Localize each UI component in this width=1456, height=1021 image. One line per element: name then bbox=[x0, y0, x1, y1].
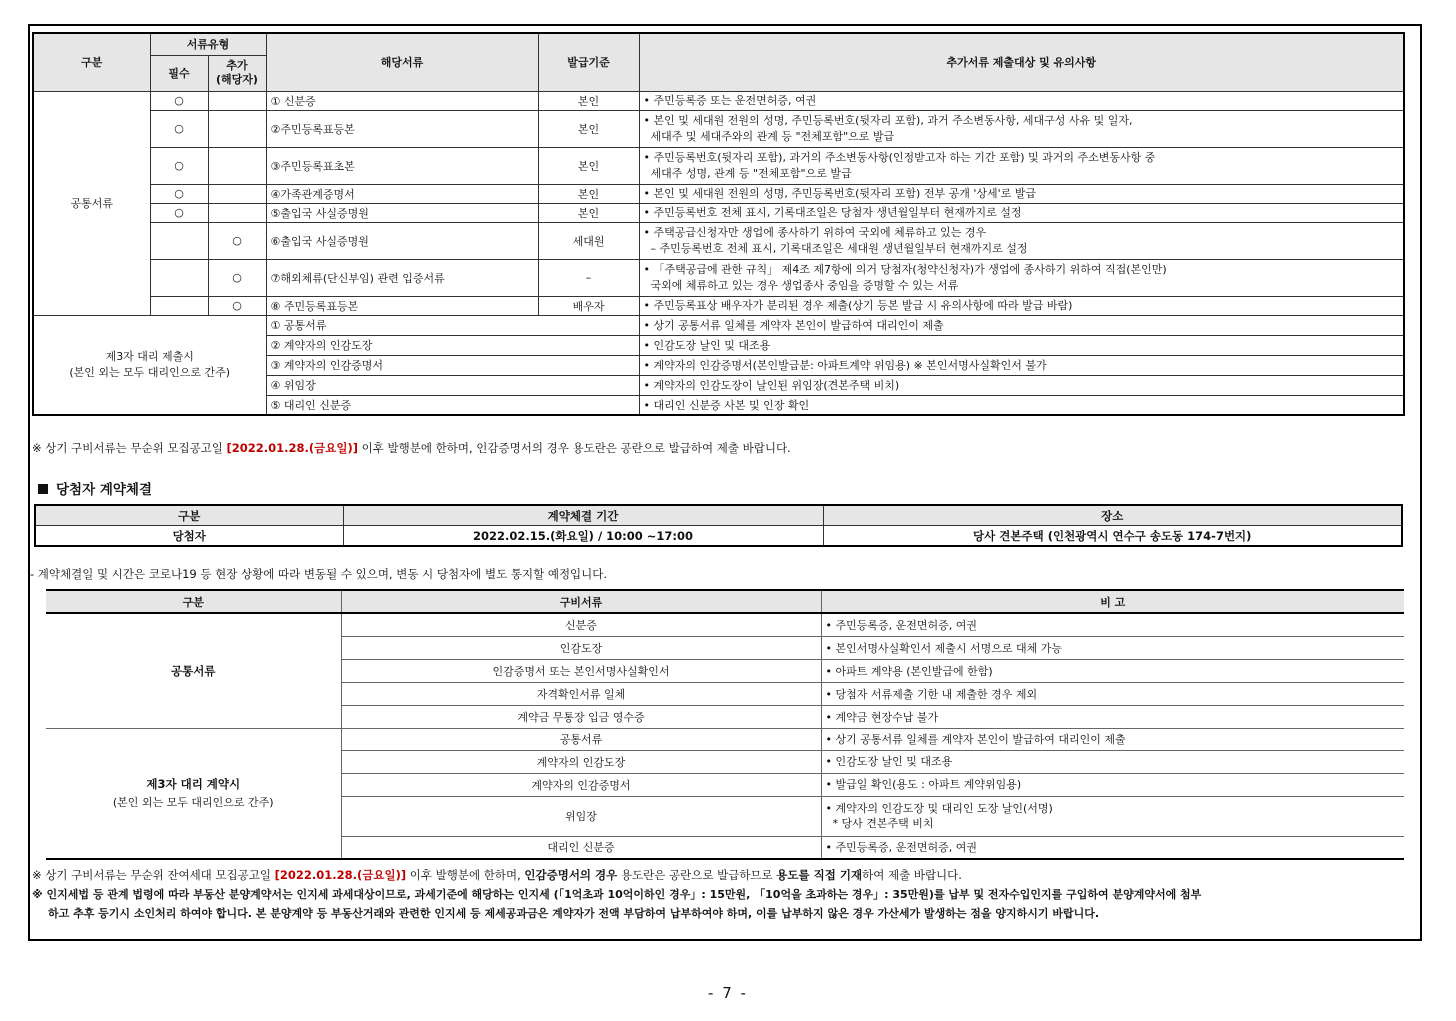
proxy-document-remark: • 상기 공통서류 일체를 계약자 본인이 발급하여 대리인이 제출 bbox=[821, 728, 1404, 750]
square-bullet-icon bbox=[38, 484, 48, 494]
document-name: 인감증명서 또는 본인서명사실확인서 bbox=[341, 659, 821, 682]
group-common-docs: 공통서류 bbox=[46, 613, 341, 728]
header-additional: 추가 (해당자) bbox=[208, 55, 266, 91]
required-mark: ○ bbox=[150, 147, 208, 184]
contract-location: 당사 견본주택 (인천광역시 연수구 송도동 174-7번지) bbox=[823, 526, 1402, 547]
table-row bbox=[33, 203, 1404, 222]
table-row bbox=[33, 91, 1404, 110]
group-proxy bbox=[33, 315, 266, 415]
additional-mark: ○ bbox=[208, 296, 266, 315]
issue-basis: 본인 bbox=[538, 147, 639, 184]
document-note: • 주택공급신청자만 생업에 종사하기 위하여 국외에 체류하고 있는 경우 – 주민등록번호 전체 표시, 기록대조일은 세대원 생년월일부터 현재까지로 설정 bbox=[639, 222, 1404, 259]
document-note: • 본인 및 세대원 전원의 성명, 주민등록번호(뒷자리 포함) 전부 공개 '상세'로 발급 bbox=[639, 184, 1404, 203]
table-row bbox=[33, 259, 1404, 296]
required-mark bbox=[150, 259, 208, 296]
group-proxy-title: 제3자 대리 계약시 bbox=[146, 777, 241, 792]
document-name: 인감도장 bbox=[341, 636, 821, 659]
required-mark: ○ bbox=[150, 110, 208, 147]
section-title: 당첨자 계약체결 bbox=[38, 478, 152, 498]
additional-mark: ○ bbox=[208, 259, 266, 296]
note-contract-issue-date: ※ 상기 구비서류는 무순위 잔여세대 모집공고일 [2022.01.28.(금요일)] 이후 발행분에 한하며, 인감증명서의 경우 용도란은 공란으로 발급하므로 용도를 직접 기재하여 제출 바랍니다. bbox=[32, 868, 962, 882]
document-note: • 「주택공급에 관한 규칙」 제4조 제7항에 의거 당첨자(청약신청자)가 생업에 종사하기 위하여 직접(본인만) 국외에 체류하고 있는 경우 생업종사 중임을 증명할 수 있는 서류 bbox=[639, 259, 1404, 296]
contract-documents-table bbox=[46, 589, 1404, 860]
proxy-document-name: 대리인 신분증 bbox=[341, 836, 821, 859]
table-row bbox=[33, 222, 1404, 259]
document-name: 계약금 무통장 입금 영수증 bbox=[341, 705, 821, 728]
table-row bbox=[33, 184, 1404, 203]
table-row bbox=[33, 315, 1404, 335]
document-name: ① 신분증 bbox=[266, 91, 538, 110]
contract-period: 2022.02.15.(화요일) / 10:00 ~17:00 bbox=[343, 526, 823, 547]
document-name: ⑦해외체류(단신부임) 관련 입증서류 bbox=[266, 259, 538, 296]
proxy-document-name: 공통서류 bbox=[341, 728, 821, 750]
issue-basis: – bbox=[538, 259, 639, 296]
document-name: ⑤출입국 사실증명원 bbox=[266, 203, 538, 222]
issue-basis: 배우자 bbox=[538, 296, 639, 315]
document-remark: • 본인서명사실확인서 제출시 서명으로 대체 가능 bbox=[821, 636, 1404, 659]
table-row bbox=[46, 613, 1404, 636]
note-stamp-tax-line2: 하고 추후 등기시 소인처리 하여야 합니다. 본 분양계약 등 부동산거래와 관련한 인지세 등 제세공과금은 계약자가 전액 부담하여 납부하여야 하며, 이를 납부하지 않은 경우 가산세가 발생하는 점을 양지하시기 바랍니다. bbox=[48, 907, 1100, 920]
additional-mark bbox=[208, 110, 266, 147]
document-remark: • 아파트 계약용 (본인발급에 한함) bbox=[821, 659, 1404, 682]
required-mark: ○ bbox=[150, 184, 208, 203]
additional-mark bbox=[208, 184, 266, 203]
header-location: 장소 bbox=[823, 505, 1402, 526]
proxy-document-name: 계약자의 인감도장 bbox=[341, 750, 821, 773]
document-name: ⑧ 주민등록표등본 bbox=[266, 296, 538, 315]
page-number: - 7 - bbox=[708, 984, 748, 1002]
header-doc-type: 서류유형 bbox=[150, 33, 266, 55]
proxy-document-name: 위임장 bbox=[341, 796, 821, 836]
proxy-document-note: • 대리인 신분증 사본 및 인장 확인 bbox=[639, 395, 1404, 415]
table-row bbox=[33, 110, 1404, 147]
required-mark bbox=[150, 296, 208, 315]
required-documents-table bbox=[32, 32, 1405, 416]
table-row bbox=[33, 296, 1404, 315]
proxy-document-note: • 계약자의 인감증명서(본인발급분: 아파트계약 위임용) ※ 본인서명사실확인서 불가 bbox=[639, 355, 1404, 375]
header-documents: 구비서류 bbox=[341, 590, 821, 613]
proxy-document-note: • 상기 공통서류 일체를 계약자 본인이 발급하여 대리인이 제출 bbox=[639, 315, 1404, 335]
issue-basis: 본인 bbox=[538, 184, 639, 203]
document-name: 자격확인서류 일체 bbox=[341, 682, 821, 705]
issue-basis: 본인 bbox=[538, 91, 639, 110]
proxy-document-remark: • 주민등록증, 운전면허증, 여권 bbox=[821, 836, 1404, 859]
document-note: • 주민등록번호(뒷자리 포함), 과거의 주소변동사항(인정받고자 하는 기간 포함) 및 과거의 주소변동사항 중 세대주 성명, 관계 등 "전체포함"으로 발급 bbox=[639, 147, 1404, 184]
document-name: ④가족관계증명서 bbox=[266, 184, 538, 203]
document-name: ③주민등록표초본 bbox=[266, 147, 538, 184]
proxy-document-name: ⑤ 대리인 신분증 bbox=[266, 395, 639, 415]
document-remark: • 당첨자 서류제출 기한 내 제출한 경우 제외 bbox=[821, 682, 1404, 705]
document-note: • 주민등록증 또는 운전면허증, 여권 bbox=[639, 91, 1404, 110]
proxy-document-name: 계약자의 인감증명서 bbox=[341, 773, 821, 796]
table-row bbox=[46, 728, 1404, 750]
document-name: ②주민등록표등본 bbox=[266, 110, 538, 147]
header-category: 구분 bbox=[33, 33, 150, 91]
additional-mark bbox=[208, 147, 266, 184]
additional-mark bbox=[208, 91, 266, 110]
document-name: 신분증 bbox=[341, 613, 821, 636]
group-proxy-title: 제3자 대리 제출시 bbox=[105, 349, 194, 363]
document-remark: • 계약금 현장수납 불가 bbox=[821, 705, 1404, 728]
proxy-document-remark: • 계약자의 인감도장 및 대리인 도장 날인(서명) * 당사 견본주택 비치 bbox=[821, 796, 1404, 836]
issue-basis: 세대원 bbox=[538, 222, 639, 259]
proxy-document-name: ④ 위임장 bbox=[266, 375, 639, 395]
header-documents: 해당서류 bbox=[266, 33, 538, 91]
additional-mark bbox=[208, 203, 266, 222]
required-mark: ○ bbox=[150, 203, 208, 222]
proxy-document-name: ③ 계약자의 인감증명서 bbox=[266, 355, 639, 375]
note-schedule-change: - 계약체결일 및 시간은 코로나19 등 현장 상황에 따라 변동될 수 있으며, 변동 시 당첨자에 별도 통지할 예정입니다. bbox=[30, 567, 608, 581]
table-row bbox=[33, 147, 1404, 184]
group-proxy-subtitle: (본인 외는 모두 대리인으로 간주) bbox=[69, 365, 231, 379]
header-issue-basis: 발급기준 bbox=[538, 33, 639, 91]
document-note: • 주민등록번호 전체 표시, 기록대조일은 당첨자 생년월일부터 현재까지로 설정 bbox=[639, 203, 1404, 222]
required-mark: ○ bbox=[150, 91, 208, 110]
group-proxy bbox=[46, 728, 341, 859]
winner-cell: 당첨자 bbox=[35, 526, 343, 547]
document-name: ⑥출입국 사실증명원 bbox=[266, 222, 538, 259]
header-notes: 추가서류 제출대상 및 유의사항 bbox=[639, 33, 1404, 91]
proxy-document-name: ① 공통서류 bbox=[266, 315, 639, 335]
document-note: • 본인 및 세대원 전원의 성명, 주민등록번호(뒷자리 포함), 과거 주소변동사항, 세대구성 사유 및 일자, 세대주 및 세대주와의 관계 등 "전체포함"으로 발급 bbox=[639, 110, 1404, 147]
note-stamp-tax-line1: ※ 인지세법 등 관계 법령에 따라 부동산 분양계약서는 인지세 과세대상이므로, 과세기준에 해당하는 인지세 (「1억초과 10억이하인 경우」: 15만원, 「10억을 초과하는 경우」: 35만원)를 납부 및 전자수입인지를 구입하여 분양계약서에 첨부 bbox=[32, 888, 1202, 901]
proxy-document-note: • 인감도장 날인 및 대조용 bbox=[639, 335, 1404, 355]
proxy-document-note: • 계약자의 인감도장이 날인된 위임장(견본주택 비치) bbox=[639, 375, 1404, 395]
document-note: • 주민등록표상 배우자가 분리된 경우 제출(상기 등본 발급 시 유의사항에 따라 발급 바람) bbox=[639, 296, 1404, 315]
document-remark: • 주민등록증, 운전면허증, 여권 bbox=[821, 613, 1404, 636]
proxy-document-name: ② 계약자의 인감도장 bbox=[266, 335, 639, 355]
note-issue-date: ※ 상기 구비서류는 무순위 모집공고일 [2022.01.28.(금요일)] 이후 발행분에 한하며, 인감증명서의 경우 용도란은 공란으로 발급하여 제출 바랍니다. bbox=[32, 441, 791, 455]
group-proxy-subtitle: (본인 외는 모두 대리인으로 간주) bbox=[112, 796, 274, 810]
header-remarks: 비 고 bbox=[821, 590, 1404, 613]
header-period: 계약체결 기간 bbox=[343, 505, 823, 526]
issue-basis: 본인 bbox=[538, 203, 639, 222]
header-category: 구분 bbox=[46, 590, 341, 613]
group-common-docs: 공통서류 bbox=[33, 91, 150, 315]
contract-schedule-table bbox=[34, 504, 1403, 547]
header-required: 필수 bbox=[150, 55, 208, 91]
proxy-document-remark: • 발급일 확인(용도 : 아파트 계약위임용) bbox=[821, 773, 1404, 796]
header-category: 구분 bbox=[35, 505, 343, 526]
proxy-document-remark: • 인감도장 날인 및 대조용 bbox=[821, 750, 1404, 773]
required-mark bbox=[150, 222, 208, 259]
issue-basis: 본인 bbox=[538, 110, 639, 147]
additional-mark: ○ bbox=[208, 222, 266, 259]
